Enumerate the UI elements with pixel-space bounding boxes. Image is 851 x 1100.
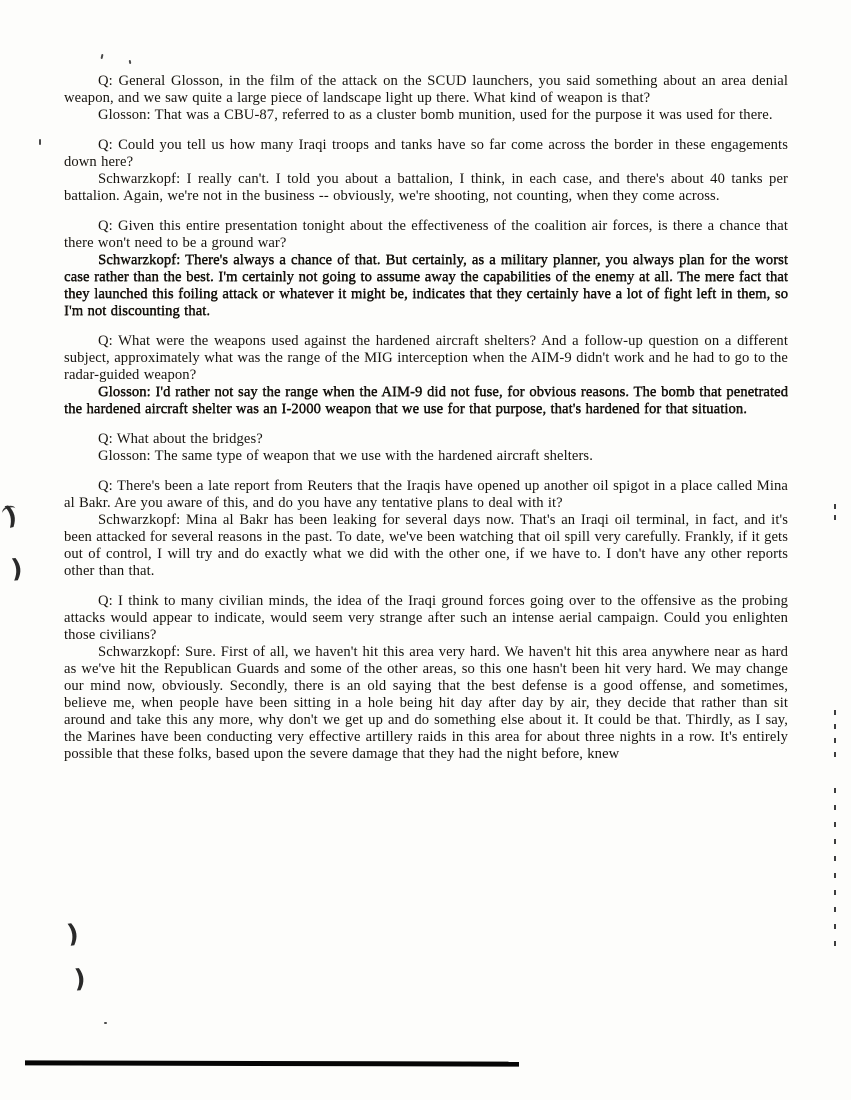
- scan-squiggle-mark: [1, 504, 18, 518]
- transcript-text-block: [64, 73, 788, 776]
- question-paragraph: Q: I think to many civilian minds, the idea of the Iraqi ground forces going over to the offensive as the probing attacks would appear to indicate, would seem very strange after such an intense aerial campaign. Could you enlighten those civilians?: [64, 593, 788, 643]
- answer-paragraph: Schwarzkopf: Mina al Bakr has been leaking for several days now. That's an Iraqi oil terminal, in fact, and it's been attacked for several reasons in the past. To date, we've been watching that oil spill very carefully. Frankly, if it gets out of control, I will try and do exactly what we did with the other one, if we have to. I don't have any other reports other than that.: [64, 512, 788, 579]
- answer-paragraph: Glosson: That was a CBU-87, referred to as a cluster bomb munition, used for the purpose it was used for there.: [98, 107, 773, 123]
- scan-speck: [39, 139, 41, 145]
- answer-paragraph: Schwarzkopf: I really can't. I told you about a battalion, I think, in each case, and there's about 40 tanks per battalion. Again, we're not in the business -- obviously, we're shooting, not counting, when they come across.: [64, 171, 788, 204]
- question-paragraph: Q: There's been a late report from Reuters that the Iraqis have opened up another oil spigot in a place called Mina al Bakr. Are you aware of this, and do you have any tentative plans to deal with it?: [64, 478, 788, 511]
- scan-edge-noise: [834, 504, 836, 520]
- scan-speck: [129, 60, 132, 64]
- scan-paren-mark: ): [73, 963, 87, 994]
- question-paragraph: Q: What about the bridges?: [98, 431, 263, 447]
- scan-paren-mark: ): [65, 918, 81, 949]
- scan-edge-noise: [834, 710, 836, 757]
- scan-speck: [104, 1022, 107, 1024]
- question-paragraph: Q: Could you tell us how many Iraqi troops and tanks have so far come across the border in these engagements down here?: [64, 137, 788, 170]
- qa-group-5: [64, 431, 788, 465]
- scan-speck: [101, 54, 104, 59]
- scan-paren-mark: ): [9, 553, 24, 584]
- scan-paren-mark: ): [1, 500, 20, 531]
- scan-edge-noise: [834, 788, 836, 946]
- question-paragraph: Q: General Glosson, in the film of the attack on the SCUD launchers, you said something about an area denial weapon, and we saw quite a large piece of landscape light up there. What kind of weapon is that?: [64, 73, 788, 106]
- scan-bottom-bar: [25, 1060, 519, 1066]
- answer-paragraph: Schwarzkopf: Sure. First of all, we haven't hit this area very hard. We haven't hit this area anywhere near as hard as we've hit the Republican Guards and some of the other areas, so this one hasn't been hit very hard. We may change our mind now, obviously. Secondly, there is an old saying that the best defense is a good offense, and sometimes, believe me, when people have been sitting in a hole being hit day after day by air, they decide that rather than sit around and take this any more, why don't we get up and do something else about it. It could be that. Thirdly, as I say, the Marines have been conducting very effective artillery raids in this area for about three nights in a row. It's entirely possible that these folks, based upon the severe damage that they had the night before, knew: [64, 644, 788, 762]
- qa-group-6: [64, 478, 788, 580]
- answer-paragraph: Schwarzkopf: There's always a chance of that. But certainly, as a military planner, you always plan for the worst case rather than the best. I'm certainly not going to assume away the capabilities of the enemy at all. The mere fact that they launched this foiling attack or whatever it might be, indicates that they certainly have a lot of fight left in them, so I'm not discounting that.: [64, 252, 788, 319]
- question-paragraph: Q: What were the weapons used against the hardened aircraft shelters? And a follow-up question on a different subject, approximately what was the range of the MIG interception when the AIM-9 didn't work and he had to go to the radar-guided weapon?: [64, 333, 788, 383]
- question-paragraph: Q: Given this entire presentation tonight about the effectiveness of the coalition air forces, is there a chance that there won't need to be a ground war?: [64, 218, 788, 251]
- qa-group-2: [64, 137, 788, 205]
- qa-group-4: [64, 333, 788, 418]
- qa-group-3: [64, 218, 788, 320]
- qa-group-7: [64, 593, 788, 763]
- answer-paragraph: Glosson: I'd rather not say the range when the AIM-9 did not fuse, for obvious reasons. The bomb that penetrated the hardened aircraft shelter was an I-2000 weapon that we use for that purpose, that's hardened for that situation.: [64, 384, 788, 417]
- qa-group-1: [64, 73, 788, 124]
- answer-paragraph: Glosson: The same type of weapon that we use with the hardened aircraft shelters.: [98, 448, 593, 464]
